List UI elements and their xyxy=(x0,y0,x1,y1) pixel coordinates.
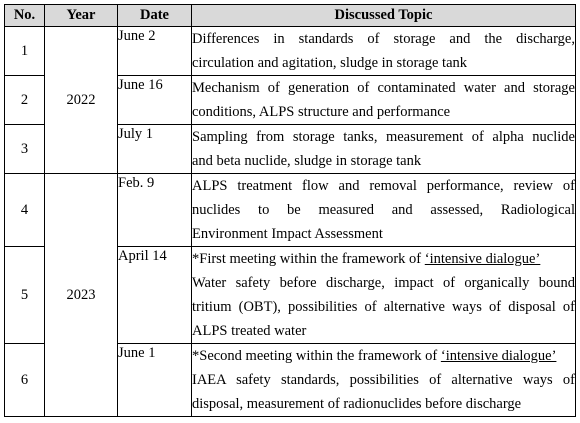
meeting-intro-text: *First meeting within the framework of xyxy=(192,251,425,267)
header-no: No. xyxy=(5,5,45,27)
topic-cell xyxy=(192,125,576,174)
topic-line: conditions, ALPS structure and performance xyxy=(192,104,451,120)
date-cell: July 1 xyxy=(118,125,192,174)
topic-cell xyxy=(192,27,576,76)
table-row xyxy=(5,174,576,247)
table-header-row xyxy=(5,5,576,27)
date-cell: June 2 xyxy=(118,27,192,76)
intensive-dialogue-label: ‘intensive dialogue’ xyxy=(440,348,557,364)
topic-line: ALPS treatment flow and removal performance, review of xyxy=(192,178,575,194)
topic-line: Mechanism of generation of contaminated water and storage xyxy=(192,80,575,96)
topic-line: Differences in standards of storage and the discharge, xyxy=(192,31,575,47)
discussed-topics-table xyxy=(4,4,576,417)
header-date: Date xyxy=(118,5,192,27)
topic-line: Sampling from storage tanks, measurement of alpha nuclide xyxy=(192,129,575,145)
topic-line: nuclides to be measured and assessed, Radiological xyxy=(192,202,575,218)
date-cell: Feb. 9 xyxy=(118,174,192,247)
topic-line: ALPS treated water xyxy=(192,323,307,339)
row-number: 4 xyxy=(5,174,45,247)
topic-line: Water safety before discharge, impact of organically bound xyxy=(192,275,575,291)
row-number: 5 xyxy=(5,247,45,344)
year-cell: 2022 xyxy=(45,27,118,174)
topic-line: circulation and agitation, sludge in storage tank xyxy=(192,55,468,71)
topic-line: IAEA safety standards, possibilities of alternative ways of xyxy=(192,372,575,388)
date-cell: June 1 xyxy=(118,344,192,417)
intensive-dialogue-label: ‘intensive dialogue’ xyxy=(424,251,541,267)
date-cell: April 14 xyxy=(118,247,192,344)
topic-cell xyxy=(192,247,576,344)
row-number: 1 xyxy=(5,27,45,76)
date-cell: June 16 xyxy=(118,76,192,125)
header-year: Year xyxy=(45,5,118,27)
meeting-intro xyxy=(192,247,575,271)
topic-cell xyxy=(192,344,576,417)
topic-cell xyxy=(192,76,576,125)
topic-line: disposal, measurement of radionuclides before discharge xyxy=(192,396,522,412)
table-row xyxy=(5,27,576,76)
meeting-intro-text: *Second meeting within the framework of xyxy=(192,348,441,364)
topic-line: Environment Impact Assessment xyxy=(192,226,383,242)
topic-cell xyxy=(192,174,576,247)
topic-line: tritium (OBT), possibilities of alternative ways of disposal of xyxy=(192,299,575,315)
row-number: 2 xyxy=(5,76,45,125)
meeting-intro xyxy=(192,344,575,368)
row-number: 6 xyxy=(5,344,45,417)
row-number: 3 xyxy=(5,125,45,174)
header-topic: Discussed Topic xyxy=(192,5,576,27)
year-cell: 2023 xyxy=(45,174,118,417)
topic-line: and beta nuclide, sludge in storage tank xyxy=(192,153,422,169)
